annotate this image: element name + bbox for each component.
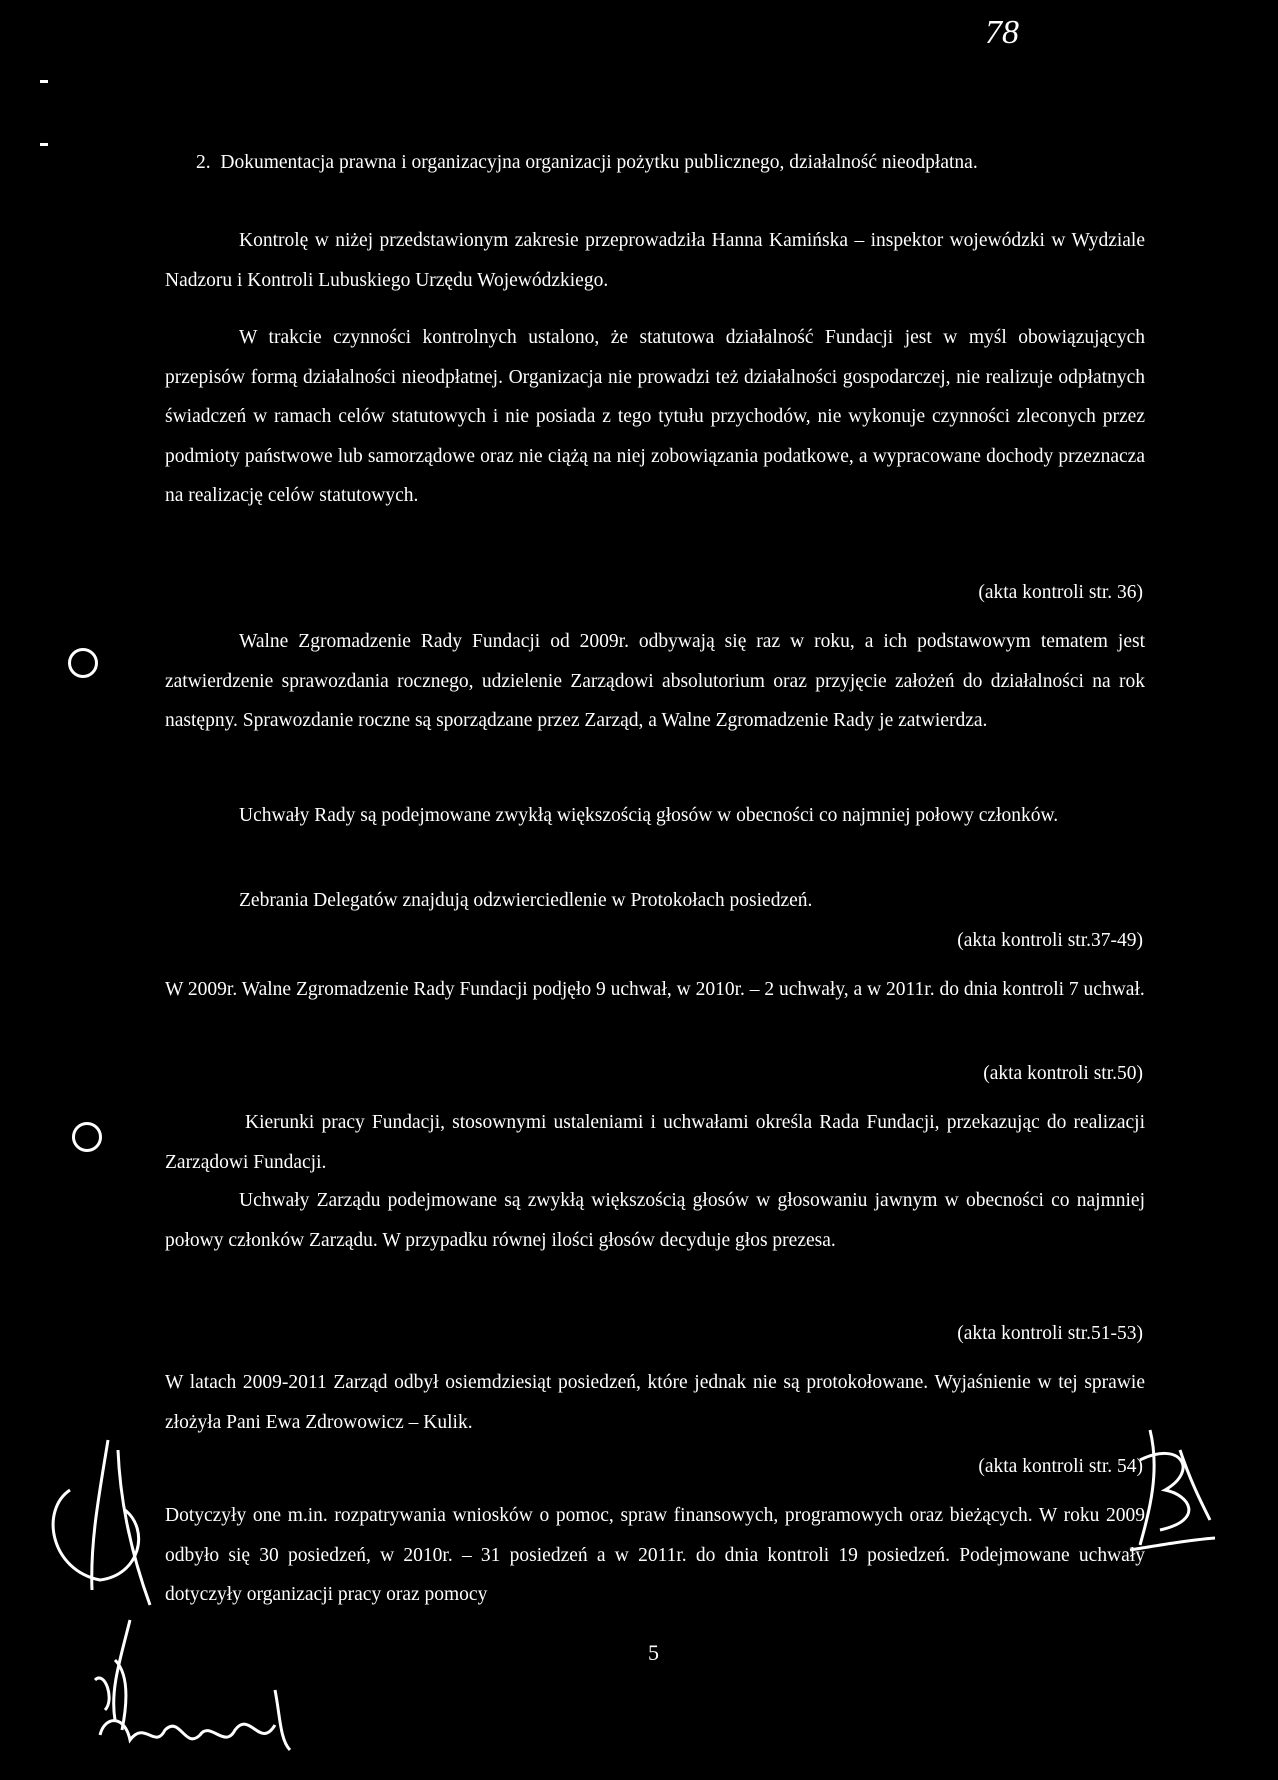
paragraph-2: W trakcie czynności kontrolnych ustalono, że statutowa działalność Fundacji jest w myśl obowiązujących przepisów formą działalności nieodpłatnej. Organizacja nie prowadzi też działalności gospodarczej, nie realizuje odpłatnych świadczeń w ramach celów statutowych i nie posiada z tego tytułu przychodów, nie wykonuje czynności zleconych przez podmioty państwowe lub samorządowe oraz nie ciążą na niej zobowiązania podatkowe, a wypracowane dochody przeznacza na realizację celów statutowych. — [165, 327, 1145, 506]
margin-mark — [40, 143, 48, 146]
footer-page-number: 5 — [648, 1640, 659, 1665]
margin-mark — [40, 80, 48, 83]
paragraph-5: Zebrania Delegatów znajdują odzwierciedlenie w Protokołach posiedzeń. — [239, 890, 813, 911]
reference-3: (akta kontroli str.50) — [983, 1063, 1143, 1084]
paragraph-6: W 2009r. Walne Zgromadzenie Rady Fundacji podjęło 9 uchwał, w 2010r. – 2 uchwały, a w 2011r. do dnia kontroli 7 uchwał. — [165, 979, 1145, 1000]
paragraph-9: W latach 2009-2011 Zarząd odbył osiemdziesiąt posiedzeń, które jednak nie są protokołowane. Wyjaśnienie w tej sprawie złożyła Pani Ewa Zdrowowicz – Kulik. — [165, 1372, 1145, 1433]
reference-2: (akta kontroli str.37-49) — [957, 930, 1143, 951]
paragraph-1: Kontrolę w niżej przedstawionym zakresie przeprowadziła Hanna Kamińska – inspektor wojewódzki w Wydziale Nadzoru i Kontroli Lubuskiego Urzędu Wojewódzkiego. — [165, 230, 1145, 291]
handwritten-page-number: 78 — [985, 14, 1019, 51]
punch-hole — [72, 1122, 102, 1152]
signature-initials-right — [1120, 1420, 1220, 1560]
paragraph-8: Uchwały Zarządu podejmowane są zwykłą większością głosów w głosowaniu jawnym w obecności co najmniej połowy członków Zarządu. W przypadku równej ilości głosów decyduje głos prezesa. — [165, 1190, 1145, 1251]
signature-handwritten-bottom — [85, 1660, 305, 1770]
section-heading — [196, 143, 1144, 183]
punch-hole — [68, 648, 98, 678]
heading-number: 2. — [196, 152, 211, 173]
heading-text: Dokumentacja prawna i organizacyjna organizacji pożytku publicznego, działalność nieodpłatna. — [220, 152, 978, 173]
reference-4: (akta kontroli str.51-53) — [957, 1323, 1143, 1344]
paragraph-4: Uchwały Rady są podejmowane zwykłą większością głosów w obecności co najmniej połowy członków. — [239, 805, 1059, 826]
paragraph-3: Walne Zgromadzenie Rady Fundacji od 2009r. odbywają się raz w roku, a ich podstawowym tematem jest zatwierdzenie sprawozdania rocznego, udzielenie Zarządowi absolutorium oraz przyjęcie założeń do działalności na rok następny. Sprawozdanie roczne są sporządzane przez Zarząd, a Walne Zgromadzenie Rady je zatwierdza. — [165, 631, 1145, 731]
reference-5: (akta kontroli str. 54) — [978, 1456, 1143, 1477]
paragraph-7: Kierunki pracy Fundacji, stosownymi ustaleniami i uchwałami określa Rada Fundacji, przekazując do realizacji Zarządowi Fundacji. — [165, 1112, 1145, 1173]
reference-1: (akta kontroli str. 36) — [978, 582, 1143, 603]
paragraph-10: Dotyczyły one m.in. rozpatrywania wniosków o pomoc, spraw finansowych, programowych oraz bieżących. W roku 2009 odbyło się 30 posiedzeń, w 2010r. – 31 posiedzeń a w 2011r. do dnia kontroli 19 posiedzeń. Podejmowane uchwały dotyczyły organizacji pracy oraz pomocy — [165, 1505, 1145, 1605]
